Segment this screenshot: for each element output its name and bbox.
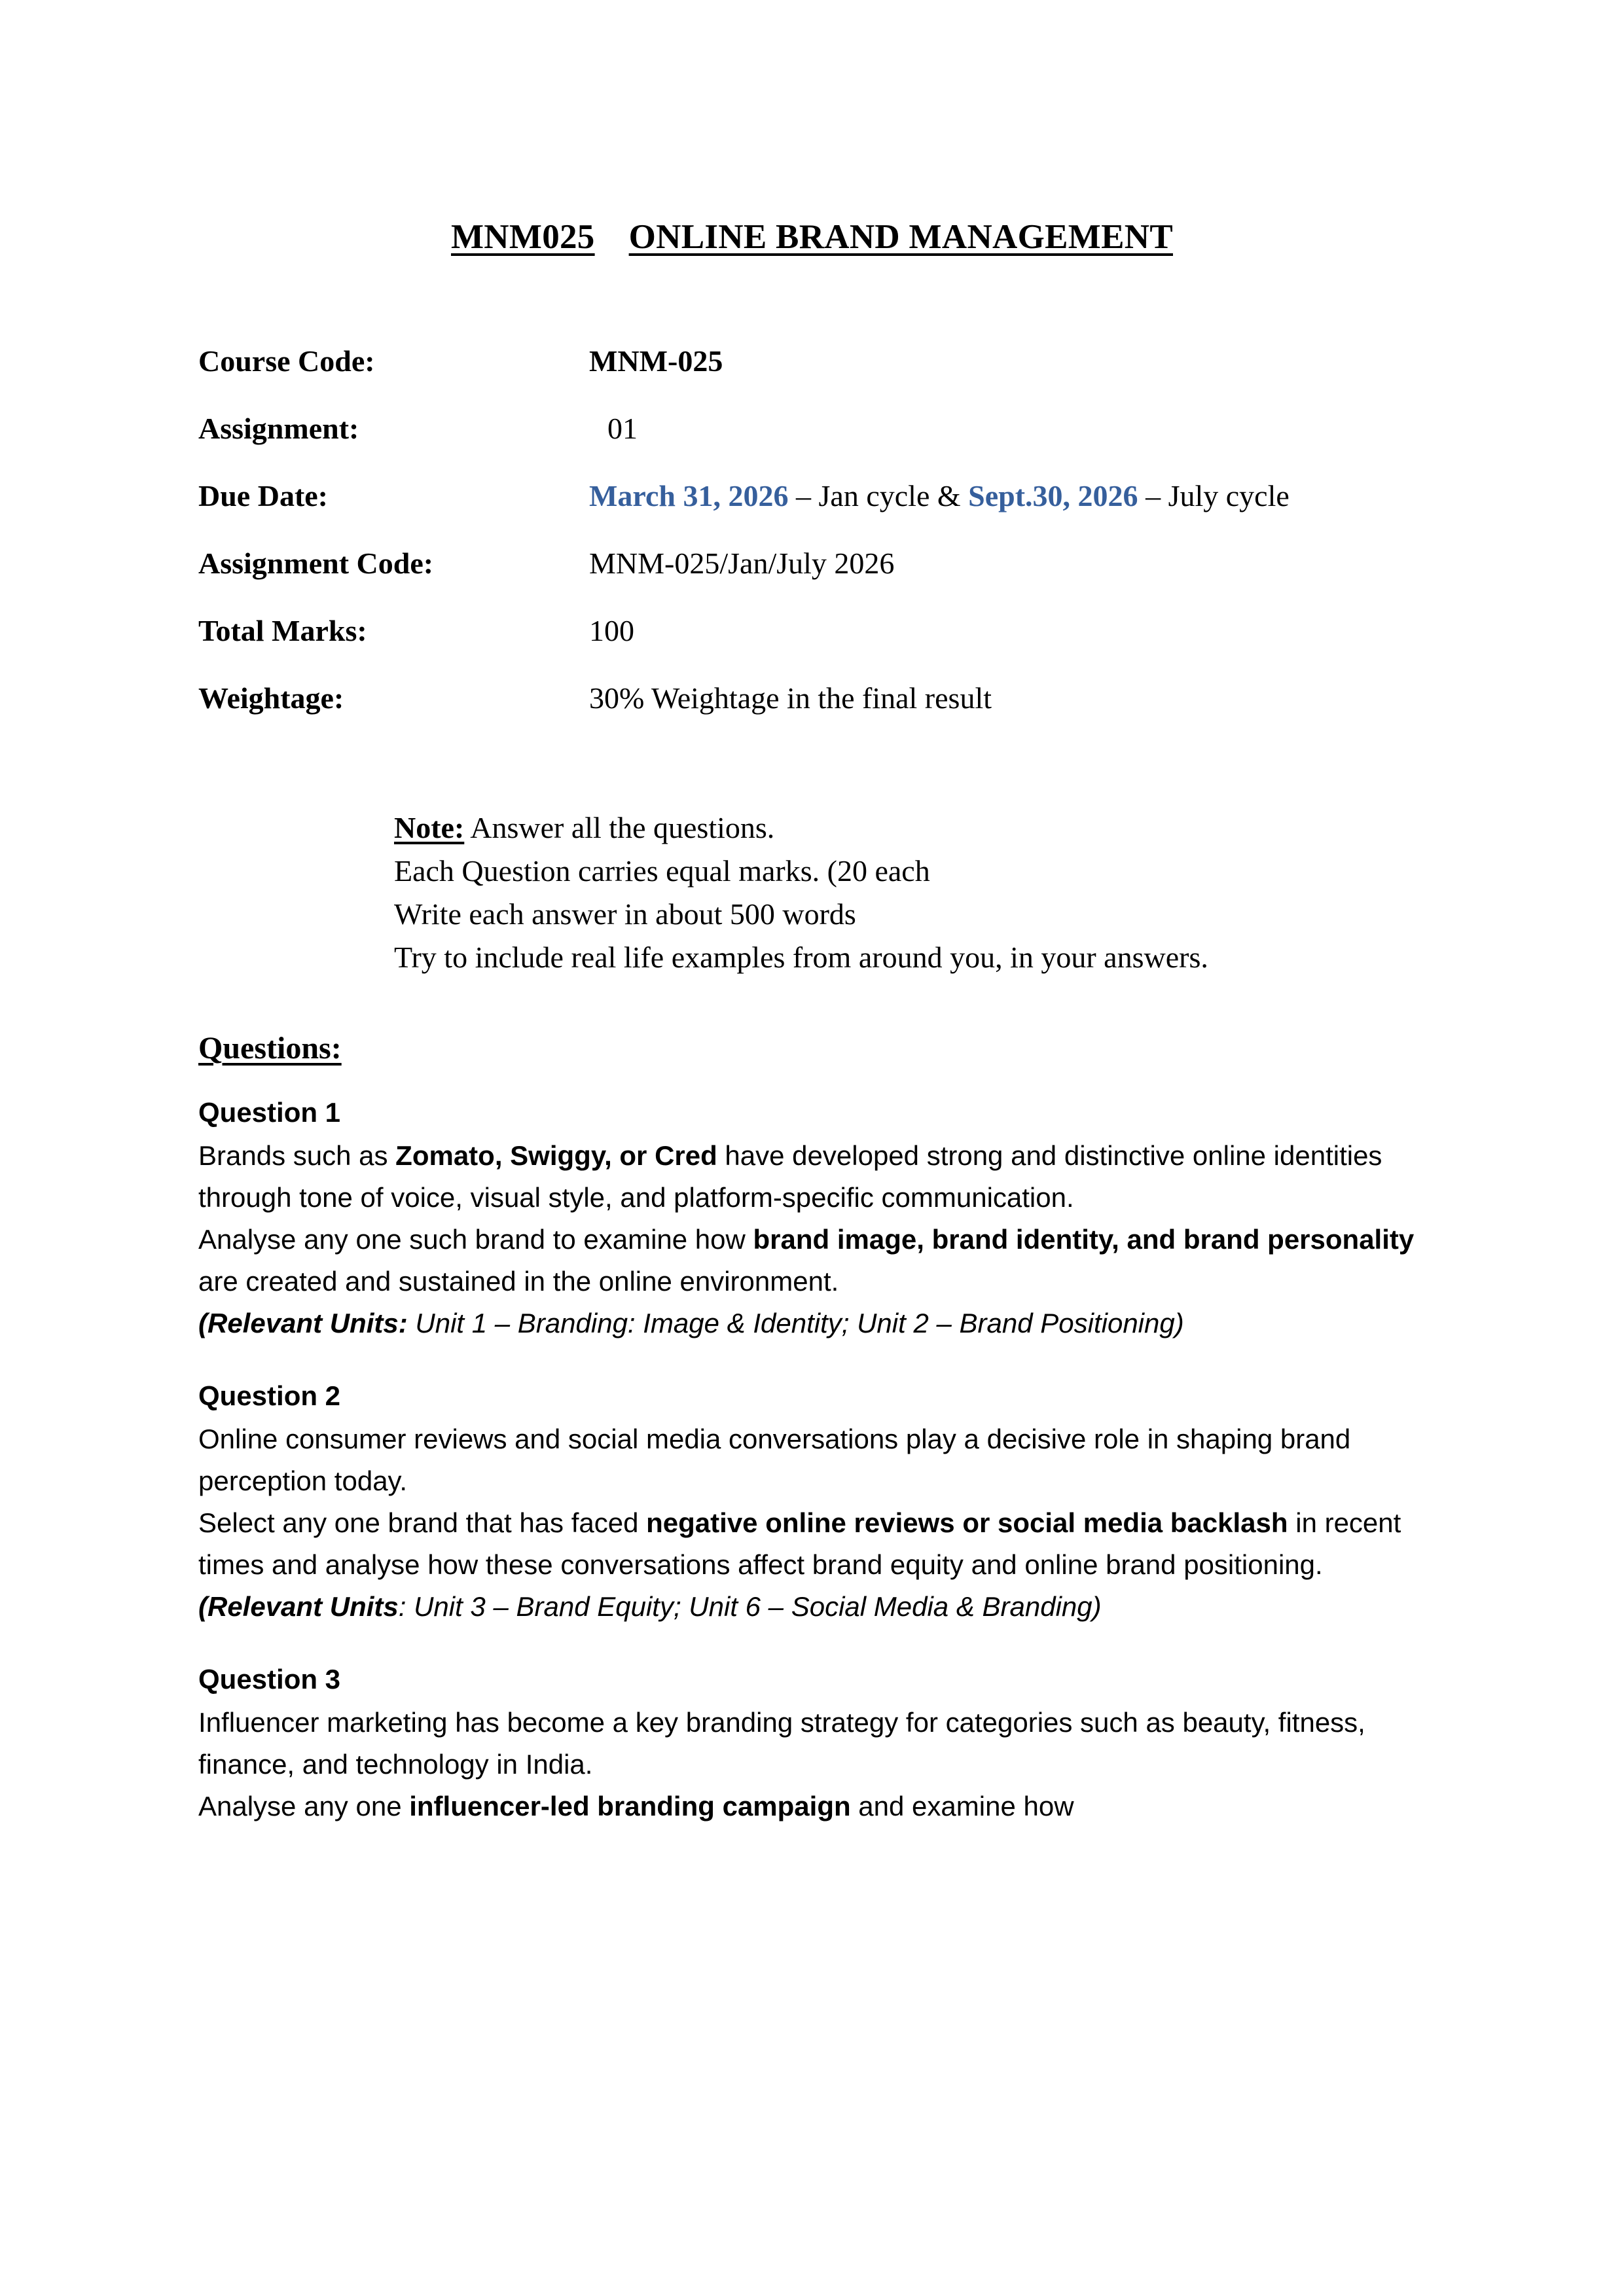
q3-p2-tail: and examine how [850,1791,1074,1821]
question-1-relevant-units [198,1302,1442,1344]
note-block [394,806,1507,979]
meta-label-due-date: Due Date: [198,479,328,512]
q2-p2-lead: Select any one brand that has faced [198,1507,647,1538]
question-block-2 [198,1375,1442,1628]
assignment-meta-block [198,327,1442,732]
q2-p2-tail: in recent times and analyse how these conversations affect brand equity and online brand positioning. [198,1507,1401,1580]
question-3-title: Question 3 [198,1664,341,1695]
title-course-name: ONLINE BRAND MANAGEMENT [628,217,1173,256]
question-2-paragraph-1 [198,1418,1442,1502]
q2-units-label: (Relevant Units [198,1591,399,1622]
q1-p2-tail: are created and sustained in the online environment. [198,1266,839,1297]
meta-value-weightage: 30% Weightage in the final result [589,681,992,715]
note-line-2: Each Question carries equal marks. (20 each [394,854,930,888]
q2-p2-emphasis: negative online reviews or social media backlash [646,1507,1288,1538]
meta-value-due-date [589,462,1290,529]
question-1-paragraph-2 [198,1219,1442,1302]
due-date-july: Sept.30, 2026 [968,479,1138,512]
meta-row-assignment-code [198,529,1442,597]
question-2-relevant-units [198,1586,1442,1628]
questions-list [198,1092,1442,1858]
meta-value-assignment: 01 [607,412,638,445]
meta-value-total-marks: 100 [589,614,634,647]
question-2-title: Question 2 [198,1380,341,1411]
q2-units-text: : Unit 3 – Brand Equity; Unit 6 – Social Media & Branding) [398,1591,1102,1622]
note-line-1 [394,806,1507,850]
q2-p1-lead: Online consumer reviews and social media conversations play a decisive role in shaping brand perception today. [198,1424,1351,1496]
note-line-3: Write each answer in about 500 words [394,897,856,931]
q1-p1-lead: Brands such as [198,1140,396,1171]
question-3-paragraph-1 [198,1702,1442,1785]
page-title [0,217,1624,257]
meta-row-weightage [198,664,1442,732]
meta-row-assignment [198,395,1442,462]
question-1-title: Question 1 [198,1097,341,1128]
due-date-jan-cycle: – Jan cycle & [788,479,969,512]
q3-p2-lead: Analyse any one [198,1791,410,1821]
q1-units-label: (Relevant Units: [198,1308,408,1338]
question-block-1 [198,1092,1442,1344]
q1-p1-tail: have developed strong and distinctive online identities through tone of voice, visual style, and platform-specific communication. [198,1140,1382,1213]
question-1-paragraph-1 [198,1135,1442,1219]
title-course-code: MNM025 [450,217,595,256]
q1-p2-lead: Analyse any one such brand to examine how [198,1224,753,1255]
q1-p1-brands: Zomato, Swiggy, or Cred [395,1140,717,1171]
meta-label-weightage: Weightage: [198,681,344,715]
due-date-jan: March 31, 2026 [589,479,789,512]
question-3-paragraph-2 [198,1785,1442,1827]
meta-value-assignment-code: MNM-025/Jan/July 2026 [589,547,895,580]
meta-label-assignment: Assignment: [198,412,359,445]
question-block-3 [198,1659,1442,1827]
meta-row-due-date [198,462,1442,529]
meta-value-course-code: MNM-025 [589,344,723,378]
note-line-4: Try to include real life examples from around you, in your answers. [394,941,1208,974]
meta-row-course-code [198,327,1442,395]
question-2-paragraph-2 [198,1502,1442,1586]
meta-label-assignment-code: Assignment Code: [198,547,434,580]
meta-label-total-marks: Total Marks: [198,614,367,647]
meta-label-course-code: Course Code: [198,344,375,378]
q3-p2-emphasis: influencer-led branding campaign [409,1791,851,1821]
q1-units-text: Unit 1 – Branding: Image & Identity; Unit 2 – Brand Positioning) [407,1308,1184,1338]
q3-p1-lead: Influencer marketing has become a key branding strategy for categories such as beauty, fitness, finance, and technology in India. [198,1707,1365,1780]
questions-heading: Questions: [198,1031,342,1066]
q1-p2-emphasis: brand image, brand identity, and brand personality [753,1224,1415,1255]
note-line-1-text: Answer all the questions. [464,811,775,844]
due-date-july-cycle: – July cycle [1138,479,1290,512]
meta-row-total-marks [198,597,1442,664]
note-label: Note: [394,811,465,844]
